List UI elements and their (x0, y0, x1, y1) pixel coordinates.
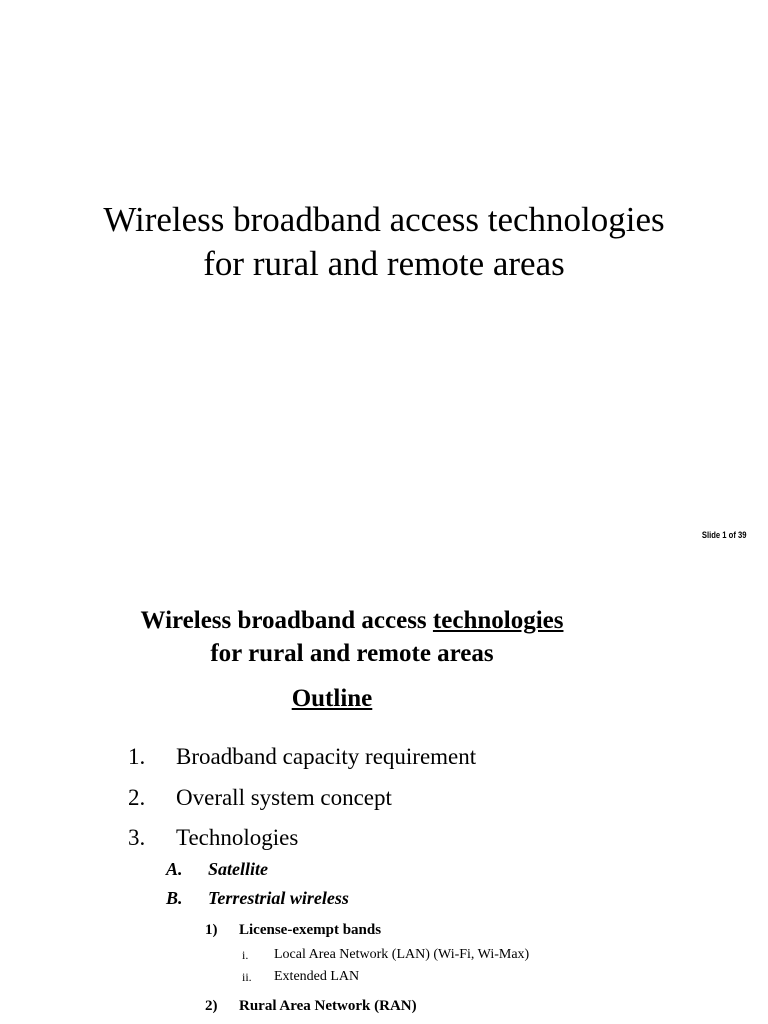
outline-subsubsubitem-numeral: i. (242, 948, 249, 962)
outline-subitem-text: Terrestrial wireless (208, 888, 349, 908)
outline-item-text: Broadband capacity requirement (176, 744, 477, 769)
slide1-title-line1: Wireless broadband access technologies (103, 200, 665, 239)
outline-subsubitem-number: 2) (205, 998, 218, 1014)
outline-subsubitem-text: License-exempt bands (239, 922, 382, 938)
slide1-title (0, 198, 768, 286)
slide-number: Slide 1 of 39 (702, 530, 747, 540)
outline-subitem-text: Satellite (208, 859, 268, 879)
slide2-title-line2: for rural and remote areas (210, 640, 494, 667)
outline-heading: Outline (291, 685, 373, 712)
outline-subsubsubitem-numeral: ii. (242, 970, 252, 984)
outline-subsubsubitem-text: Local Area Network (LAN) (Wi-Fi, Wi-Max) (274, 947, 530, 962)
slide2-title-part2: technologies (432, 607, 564, 634)
slide2-title-line1 (0, 604, 704, 637)
outline-item-number: 2. (128, 785, 146, 810)
outline-item-text: Technologies (176, 825, 299, 850)
slide2-title-part1: Wireless broadband access (140, 607, 433, 634)
slide1-title-line2: for rural and remote areas (203, 244, 565, 283)
outline-subsubitem-text: Rural Area Network (RAN) (239, 998, 417, 1014)
outline-subitem-letter: A. (166, 859, 183, 879)
slide2-title (0, 604, 704, 670)
outline-item-number: 3. (128, 825, 146, 850)
outline-item-text: Overall system concept (176, 785, 392, 810)
outline-subsubitem-number: 1) (205, 922, 218, 938)
outline-subsubsubitem-text: Extended LAN (274, 969, 360, 984)
outline-subitem-letter: B. (166, 888, 183, 908)
outline-item-number: 1. (128, 744, 146, 769)
